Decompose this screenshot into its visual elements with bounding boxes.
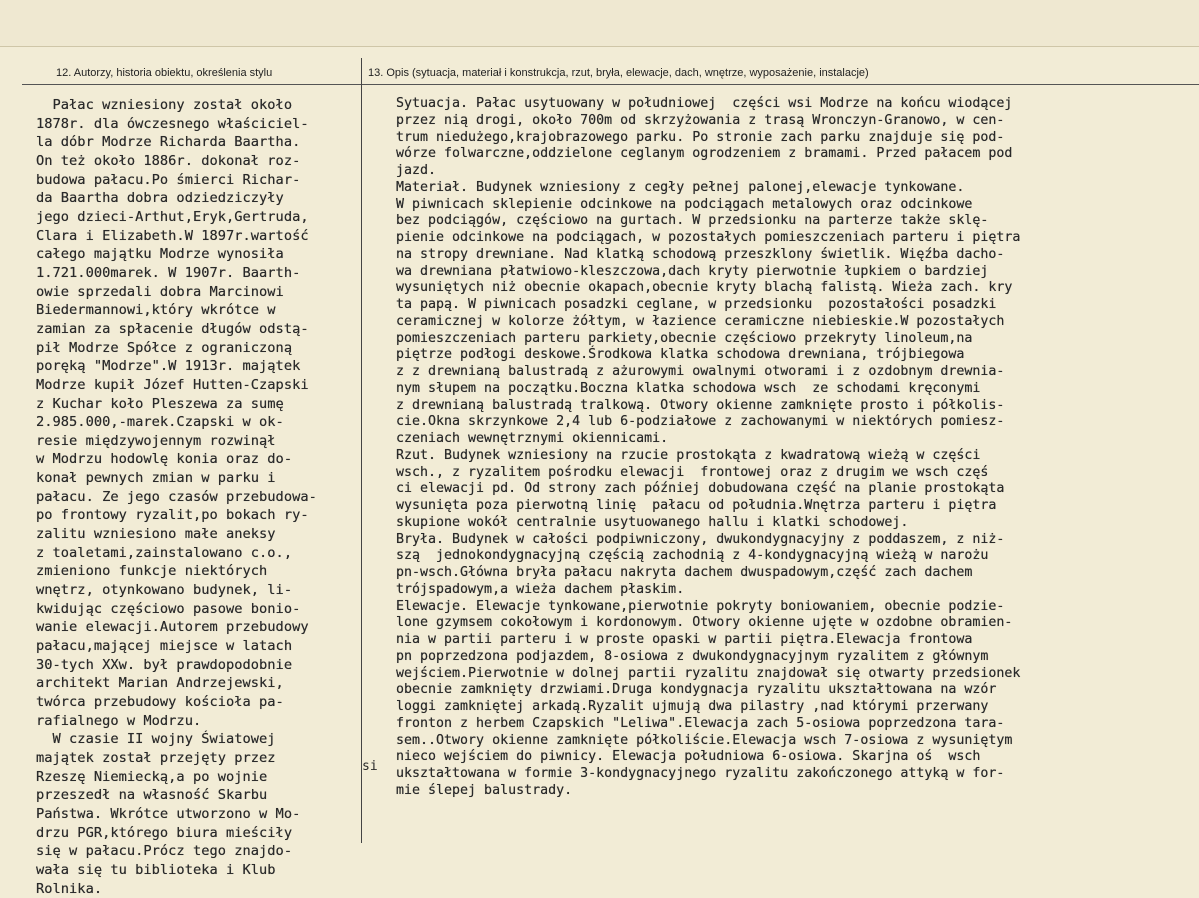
scan-border — [0, 0, 1199, 47]
header-rule — [22, 84, 1199, 85]
description-text: Sytuacja. Pałac usytuowany w południowej części wsi Modrze na końcu wiodącej przez nią drogi, około 700m od skrzyżowania z trasą Wronczyn-Granowo, w cen- trum niedużego,krajobrazowego parku. Po stronie zach parku znajduje się pod- wórze folwarczne,oddzielone ceglanym ogrodzeniem z bramami. Przed pałacem pod jazd. Materiał. Budynek wzniesiony z cegły pełnej palonej,elewacje tynkowane. W piwnicach sklepienie odcinkowe na podciągach metalowych oraz odcinkowe bez podciągów, częściowo na gurtach. W przedsionku na parterze także sklę- pienie odcinkowe na podciągach, w pozostałych pomieszczeniach parteru i piętra na stropy drewniane. Nad klatką schodową przeszklony świetlik. Więźba dacho- wa drewniana płatwiowo-kleszczowa,dach kryty pierwotnie łupkiem o bardziej wysuniętych niż obecnie okapach,obecnie kryty blachą falistą. Wieża zach. kry ta papą. W piwnicach posadzki ceglane, w przedsionku pozostałości posadzki ceramicznej w kolorze żółtym, w łazience ceramiczne niebieskie.W pozostałych pomieszczeniach parteru parkiety,obecnie częściowo przekryty linoleum,na piętrze podłogi deskowe.Środkowa klatka schodowa drewniana, trójbiegowa z z drewnianą balustradą z ażurowymi owalnymi otworami i z ozdobnym drewnia- nym słupem na początku.Boczna klatka schodowa wsch ze schodami kręconymi z drewnianą balustradą tralkową. Otwory okienne zamknięte prosto i półkolis- cie.Okna skrzynkowe 2,4 lub 6-podziałowe z zachowanymi w niektórych pomiesz- czeniach wewnętrznymi okiennicami. Rzut. Budynek wzniesiony na rzucie prostokąta z kwadratową wieżą w części wsch., z ryzalitem pośrodku elewacji frontowej oraz z drugim we wsch częś ci elewacji pd. Od strony zach później dobudowana część na planie prostokąta wysunięta poza pierwotną linię pałacu od południa.Wnętrza parteru i piętra skupione wokół centralnie usytuowanego hallu i klatki schodowej. Bryła. Budynek w całości podpiwniczony, dwukondygnacyjny z poddaszem, z niż- szą jednokondygnacyjną częścią zachodnią z 4-kondygnacyjną wieżą w narożu pn-wsch.Główna bryła pałacu nakryta dachem dwuspadowym,część zach dachem trójspadowym,a wieża dachem płaskim. Elewacje. Elewacje tynkowane,pierwotnie pokryty boniowaniem, obecnie podzie- lone gzymsem cokołowym i kordonowym. Otwory okienne ujęte w ozdobne obramien- nia w partii parteru i w proste opaski w partii piętra.Elewacja frontowa pn poprzedzona podjazdem, 8-osiowa z dwukondygnacyjnym ryzalitem z głównym wejściem.Pierwotnie w dolnej partii ryzalitu znajdował się otwarty przedsionek obecnie zamknięty drzwiami.Druga kondygnacja ryzalitu ukształtowana na wzór loggi zamkniętej arkadą.Ryzalit ujmują dwa pilastry ,nad którymi przerwany fronton z herbem Czapskich "Leliwa".Elewacja zach 5-osiowa poprzedzona tara- sem..Otwory okienne zamknięte półkoliście.Elewacja wsch 7-osiowa z wysuniętym nieco wejściem do piwnicy. Elewacja południowa 6-osiowa. Skarjna oś wsch ukształtowana w formie 3-kondygnacyjnego ryzalitu zakończonego attyką w for- mie ślepej balustrady. — [396, 96, 1021, 798]
column-divider — [361, 58, 362, 843]
margin-note: si — [362, 759, 378, 774]
section-12-heading: 12. Autorzy, historia obiektu, określenia stylu — [56, 67, 273, 79]
section-13-heading: 13. Opis (sytuacja, materiał i konstrukcja, rzut, bryła, elewacje, dach, wnętrze, wyposażenie, instalacje) — [368, 67, 869, 79]
history-text: Pałac wzniesiony został około 1878r. dla ówczesnego właściciel- la dóbr Modrze Richarda Baartha. On też około 1886r. dokonał roz- budowa pałacu.Po śmierci Richar- da Baartha dobra odziedziczyły jego dzieci-Arthut,Eryk,Gertruda, Clara i Elizabeth.W 1897r.wartość całego majątku Modrze wynosiła 1.721.000marek. W 1907r. Baarth- owie sprzedali dobra Marcinowi Biedermannowi,który wkrótce w zamian za spłacenie długów odstą- pił Modrze Spółce z ograniczoną poręką "Modrze".W 1913r. majątek Modrze kupił Józef Hutten-Czapski z Kuchar koło Pleszewa za sumę 2.985.000,-marek.Czapski w ok- resie międzywojennym rozwinął w Modrzu hodowlę konia oraz do- konał pewnych zmian w parku i pałacu. Ze jego czasów przebudowa- po frontowy ryzalit,po bokach ry- zalitu wzniesiono małe aneksy z toaletami,zainstalowano c.o., zmieniono funkcje niektórych wnętrz, otynkowano budynek, li- kwidując częściowo pasowe bonio- wanie elewacji.Autorem przebudowy pałacu,mającej miejsce w latach 30-tych XXw. był prawdopodobnie architekt Marian Andrzejewski, twórca przebudowy kościoła pa- rafialnego w Modrzu. W czasie II wojny Światowej majątek został przejęty przez Rzeszę Niemiecką,a po wojnie przeszedł na własność Skarbu Państwa. Wkrótce utworzono w Mo- drzu PGR,którego biura mieściły się w pałacu.Prócz tego znajdo- wała się tu biblioteka i Klub Rolnika. — [36, 97, 317, 897]
